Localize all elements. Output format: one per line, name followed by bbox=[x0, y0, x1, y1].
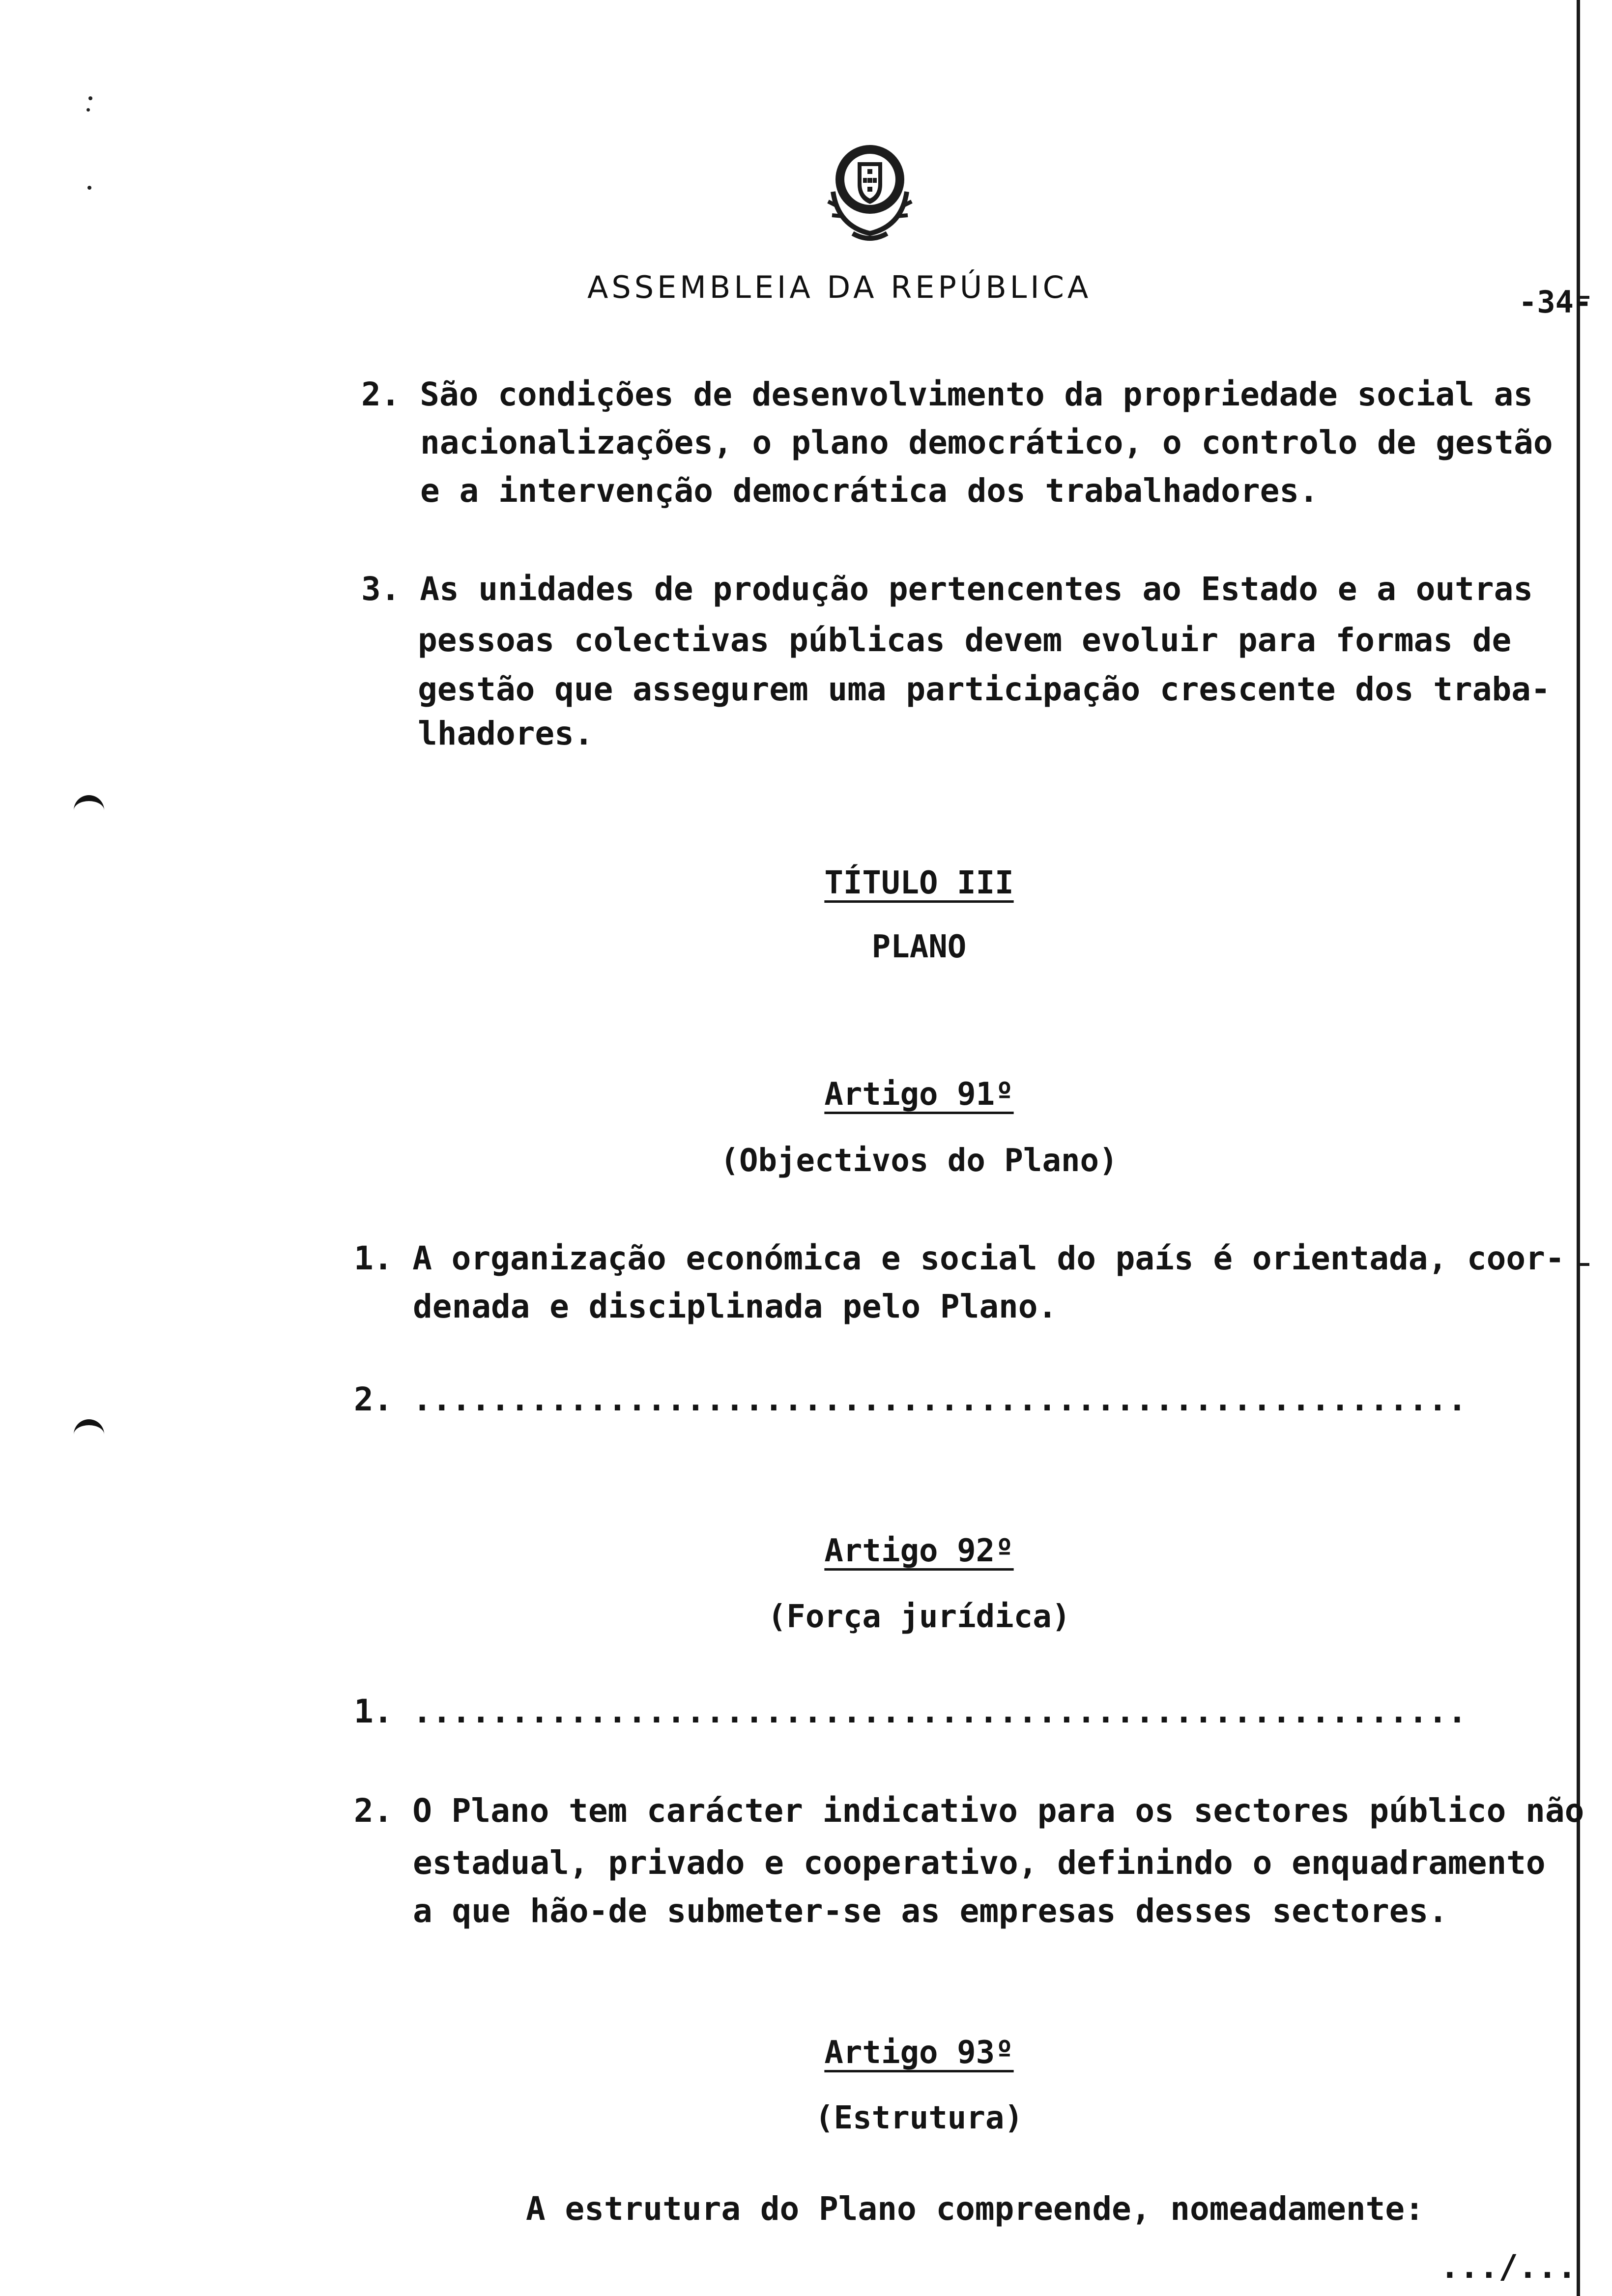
paragraph-line: estadual, privado e cooperativo, definindo o enquadramento bbox=[413, 1844, 1546, 1882]
margin-speck bbox=[86, 108, 90, 112]
article-heading: Artigo 93º bbox=[824, 2035, 1014, 2071]
omitted-paragraph: 1. ...................................................... bbox=[354, 1693, 1467, 1730]
paragraph-line: a que hão-de submeter-se as empresas desses sectores. bbox=[413, 1892, 1448, 1930]
paragraph-line: lhadores. bbox=[418, 715, 594, 752]
paragraph-line: 2. O Plano tem carácter indicativo para os sectores público não bbox=[354, 1792, 1584, 1830]
article-subtitle: (Força jurídica) bbox=[767, 1599, 1071, 1635]
article-heading: Artigo 92º bbox=[824, 1533, 1014, 1569]
paragraph-line: gestão que assegurem uma participação crescente dos traba- bbox=[418, 670, 1551, 708]
border-tick bbox=[1577, 1263, 1589, 1266]
title-heading: TÍTULO III bbox=[824, 865, 1014, 901]
page-number: -34- bbox=[1519, 284, 1592, 320]
article-heading: Artigo 91º bbox=[824, 1076, 1014, 1113]
paragraph-line: 3. As unidades de produção pertencentes ao Estado e a outras bbox=[361, 570, 1533, 608]
paragraph-line: denada e disciplinada pelo Plano. bbox=[413, 1288, 1058, 1325]
title-name: PLANO bbox=[871, 929, 967, 965]
article-subtitle: (Objectivos do Plano) bbox=[720, 1143, 1118, 1179]
paragraph-line: pessoas colectivas públicas devem evoluir para formas de bbox=[418, 621, 1512, 659]
article-subtitle: (Estrutura) bbox=[815, 2100, 1023, 2136]
margin-speck bbox=[88, 96, 92, 100]
margin-speck bbox=[87, 186, 91, 190]
paragraph-line: e a intervenção democrática dos trabalhadores. bbox=[420, 472, 1319, 510]
paragraph-line: nacionalizações, o plano democrático, o controlo de gestão bbox=[420, 424, 1553, 461]
coat-of-arms-emblem bbox=[818, 133, 921, 246]
paragraph-line: 2. São condições de desenvolvimento da propriedade social as bbox=[361, 375, 1533, 413]
omitted-paragraph: 2. ...................................................... bbox=[354, 1380, 1467, 1418]
continuation-mark: .../... bbox=[1440, 2248, 1577, 2286]
paragraph-line: 1. A organização económica e social do país é orientada, coor- bbox=[354, 1239, 1565, 1277]
hole-punch-mark bbox=[74, 795, 104, 821]
institution-header: ASSEMBLEIA DA REPÚBLICA bbox=[587, 269, 1092, 305]
hole-punch-mark bbox=[74, 1419, 104, 1445]
paragraph-line: A estrutura do Plano compreende, nomeadamente: bbox=[526, 2190, 1424, 2228]
